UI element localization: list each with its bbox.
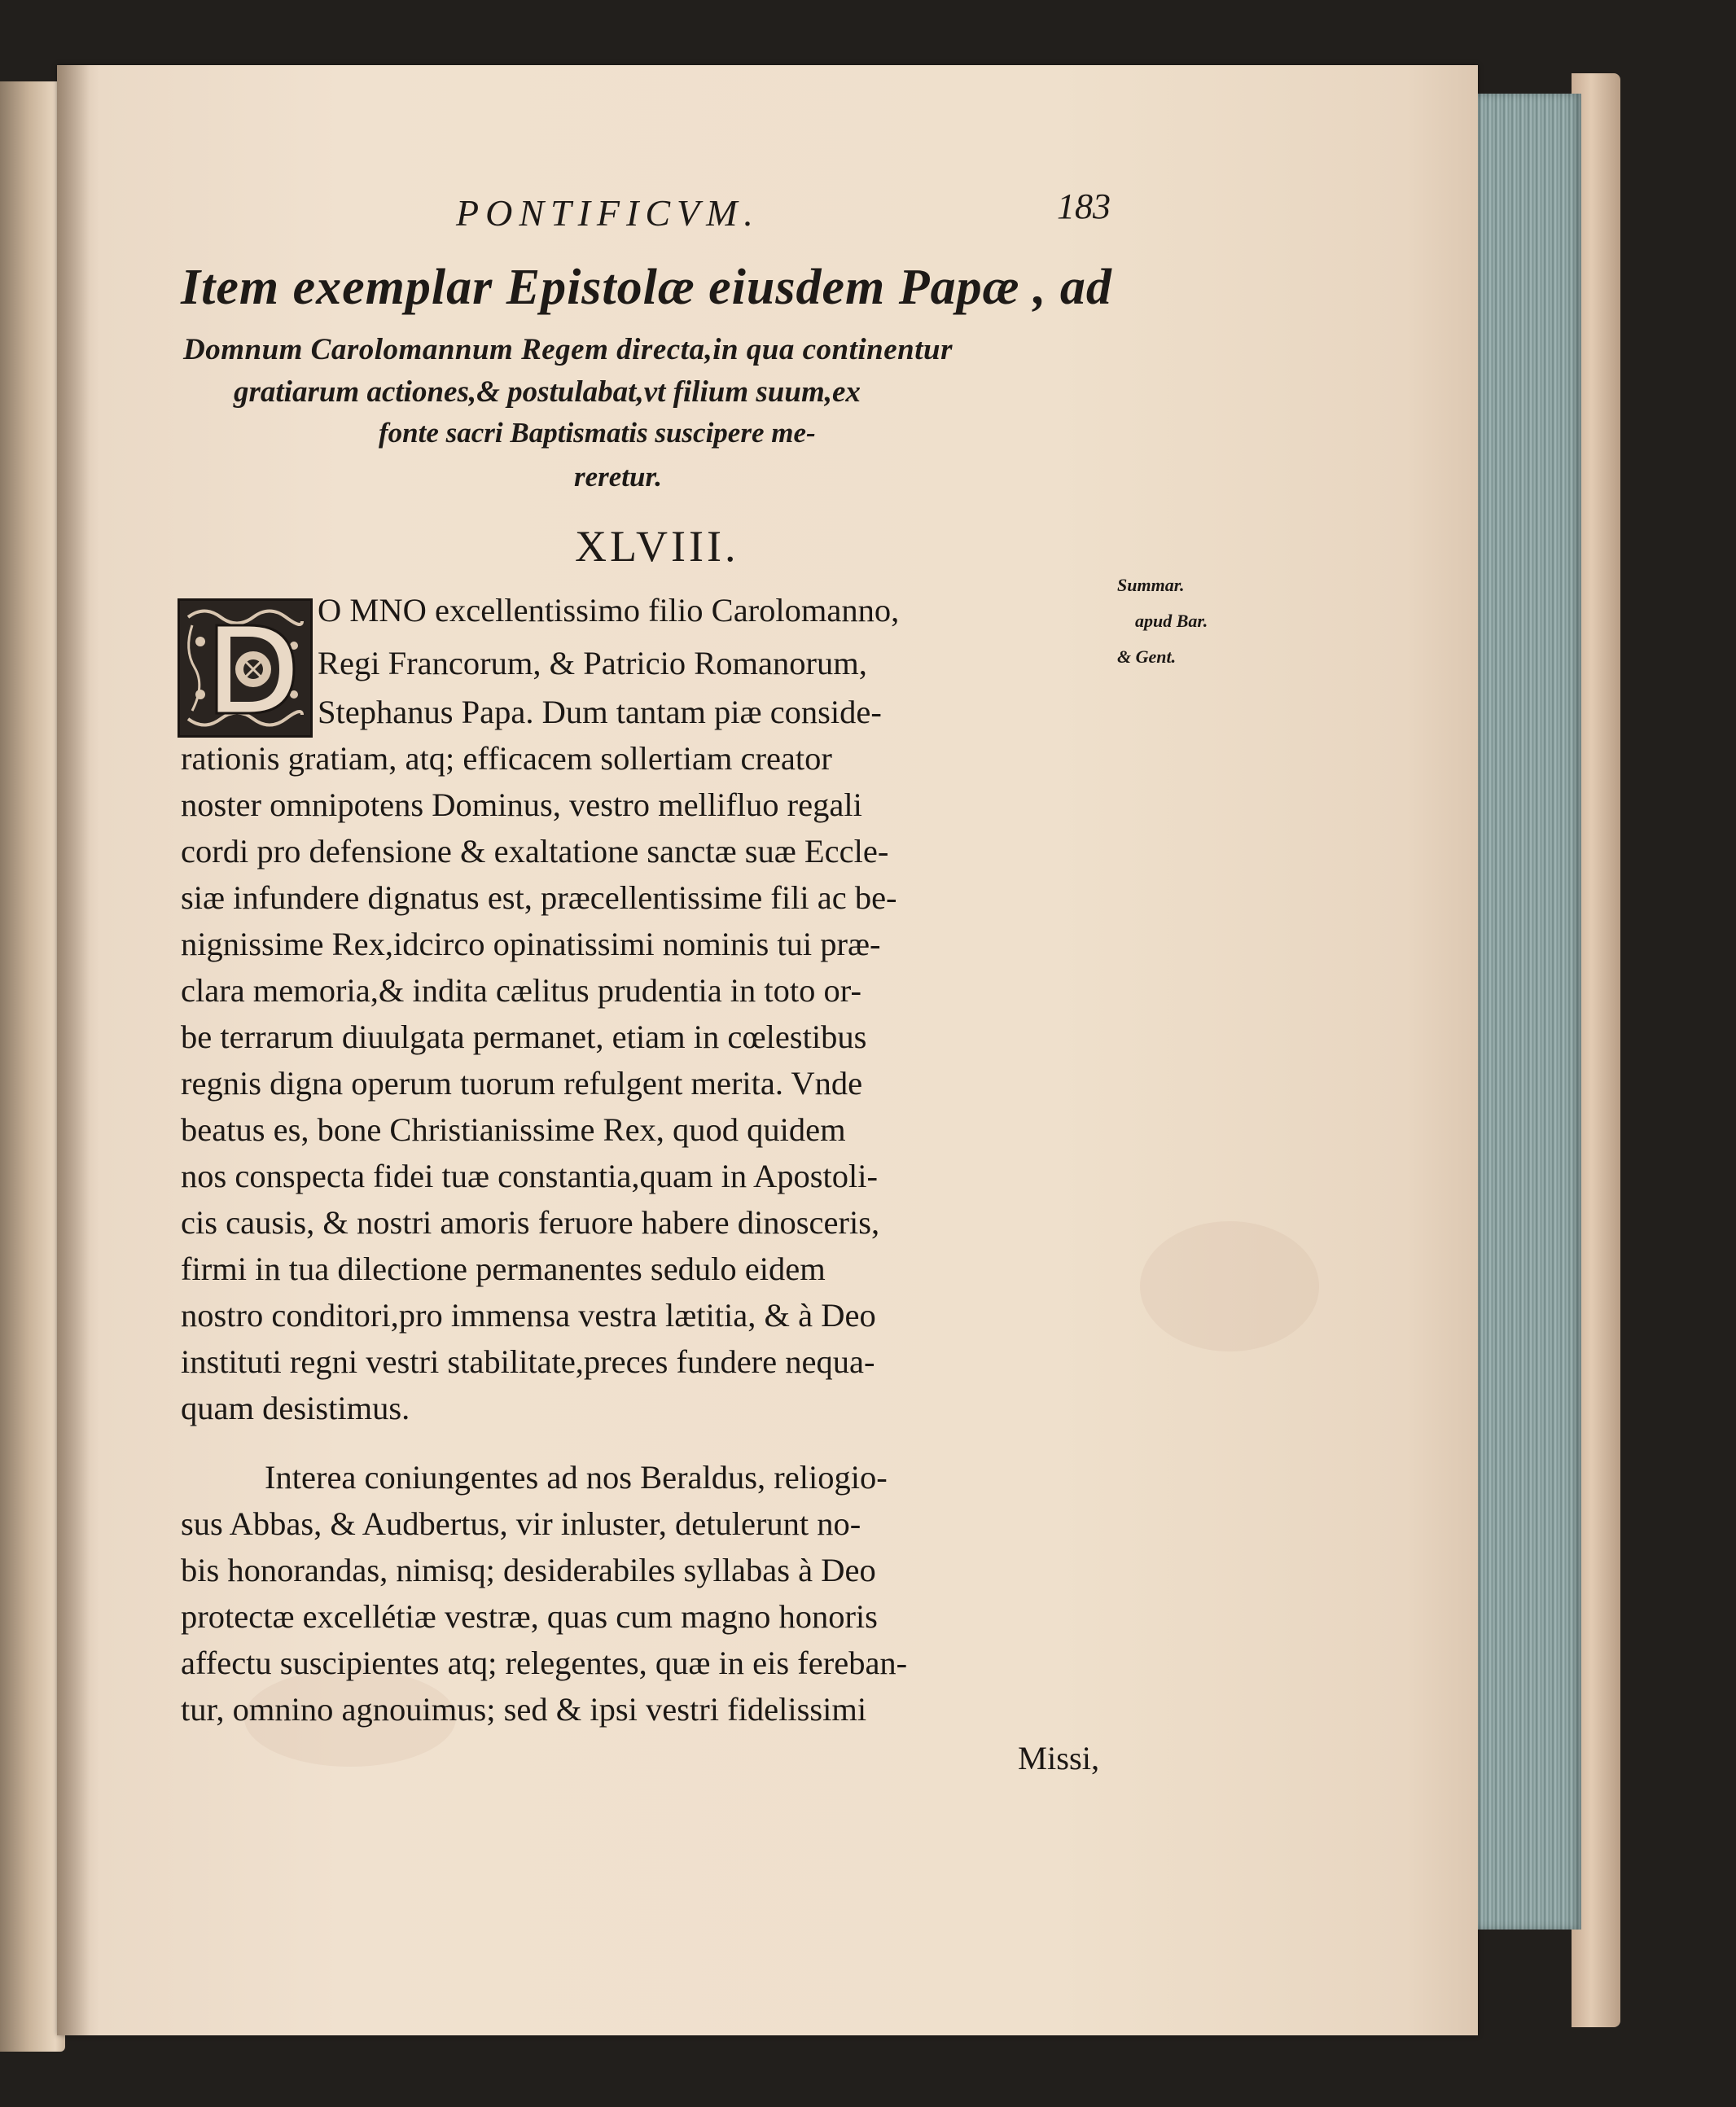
body-line: Stephanus Papa. Dum tantam piæ conside-: [318, 694, 882, 730]
body-line: noster omnipotens Dominus, vestro mellifluo regali: [181, 786, 862, 823]
ornamental-drop-cap: [178, 598, 313, 738]
gutter-shadow: [57, 65, 90, 2035]
body-line: Regi Francorum, & Patricio Romanorum,: [318, 645, 867, 681]
body-line: regnis digna operum tuorum refulgent merita. Vnde: [181, 1065, 863, 1102]
body-line: tur, omnino agnouimus; sed & ipsi vestri fidelissimi: [181, 1691, 867, 1728]
facing-page-edge: [0, 81, 65, 2052]
body-line: protectæ excellétiæ vestræ, quas cum magno honoris: [181, 1598, 878, 1635]
heading-line: fonte sacri Baptismatis suscipere me-: [379, 417, 816, 449]
heading-line: Domnum Carolomannum Regem directa,in qua continentur: [183, 333, 953, 366]
chapter-number: XLVIII.: [575, 522, 739, 571]
body-line: siæ infundere dignatus est, præcellentissime fili ac be-: [181, 879, 897, 916]
body-line: cis causis, & nostri amoris feruore habere dinosceris,: [181, 1204, 880, 1241]
marginal-note: Summar.: [1117, 575, 1185, 595]
heading-line: reretur.: [574, 461, 662, 493]
body-line: Interea coniungentes ad nos Beraldus, reliogio-: [265, 1459, 888, 1496]
body-line: sus Abbas, & Audbertus, vir inluster, detulerunt no-: [181, 1505, 861, 1542]
body-line: nignissime Rex,idcirco opinatissimi nominis tui præ-: [181, 926, 881, 962]
body-line: cordi pro defensione & exaltatione sanctæ suæ Eccle-: [181, 833, 889, 870]
heading-line: Item exemplar Epistolæ eiusdem Papæ , ad: [181, 260, 1112, 315]
page-number: 183: [1057, 186, 1111, 226]
marginal-note: & Gent.: [1117, 646, 1177, 667]
drop-cap-ornament-icon: [180, 601, 310, 735]
body-line: nos conspecta fidei tuæ constantia,quam in Apostoli-: [181, 1158, 878, 1194]
body-line: beatus es, bone Christianissime Rex, quod quidem: [181, 1111, 846, 1148]
body-line: instituti regni vestri stabilitate,preces fundere nequa-: [181, 1343, 875, 1380]
body-line: nostro conditori,pro immensa vestra lætitia, & à Deo: [181, 1297, 876, 1334]
body-line: affectu suscipientes atq; relegentes, quæ in eis fereban-: [181, 1645, 908, 1681]
body-line: O MNO excellentissimo filio Carolomanno,: [318, 592, 900, 629]
body-line: be terrarum diuulgata permanet, etiam in cœlestibus: [181, 1018, 867, 1055]
catchword: Missi,: [1018, 1740, 1100, 1776]
body-line: bis honorandas, nimisq; desiderabiles syllabas à Deo: [181, 1552, 876, 1588]
body-line: quam desistimus.: [181, 1390, 410, 1426]
body-line: clara memoria,& indita cælitus prudentia in toto or-: [181, 972, 861, 1009]
heading-line: gratiarum actiones,& postulabat,vt filium suum,ex: [234, 375, 861, 409]
paper-stain: [1140, 1221, 1319, 1351]
body-line: rationis gratiam, atq; efficacem sollertiam creator: [181, 740, 832, 777]
running-head: PONTIFICVM.: [456, 192, 760, 234]
marginal-note: apud Bar.: [1135, 611, 1208, 631]
body-line: firmi in tua dilectione permanentes sedulo eidem: [181, 1251, 826, 1287]
